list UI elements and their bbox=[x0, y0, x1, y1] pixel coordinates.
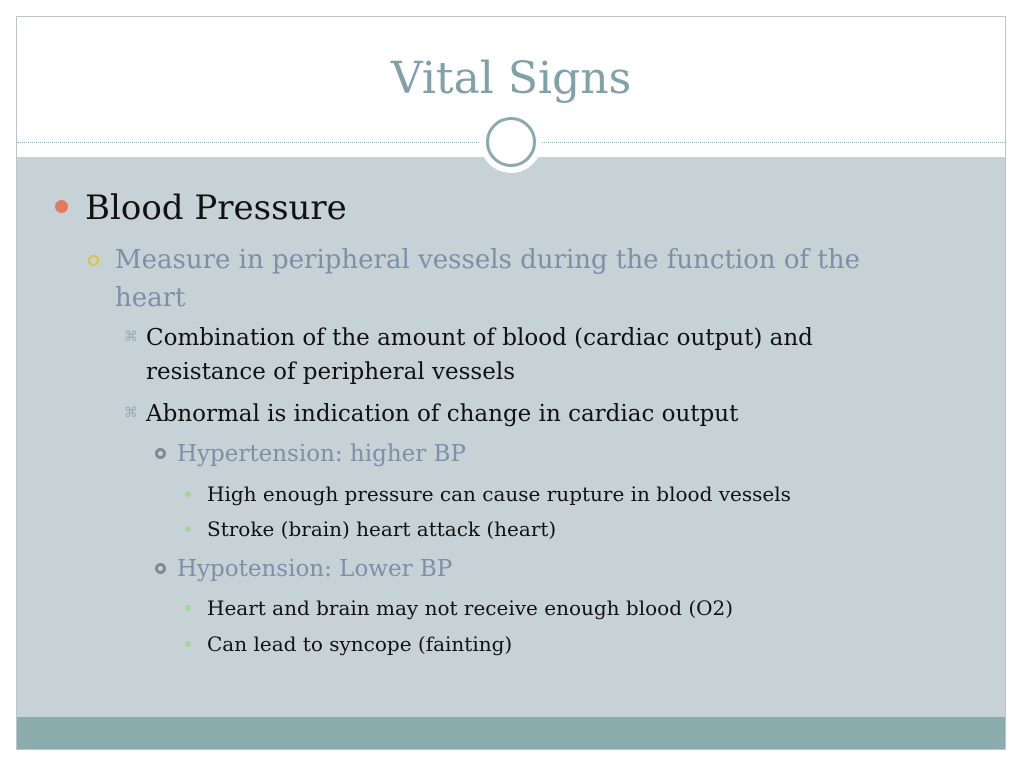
bullet-text: Heart and brain may not receive enough blood (O2) bbox=[207, 596, 734, 620]
footer-bar bbox=[17, 717, 1005, 750]
slide-title: Vital Signs bbox=[390, 53, 632, 104]
bullet-measure-peripheral-vessels bbox=[115, 241, 915, 317]
small-dot-icon bbox=[185, 491, 191, 497]
bullet-text: Stroke (brain) heart attack (heart) bbox=[207, 517, 557, 541]
bullet-text: Hypotension: Lower BP bbox=[177, 556, 453, 582]
bullet-text: Hypertension: higher BP bbox=[177, 441, 466, 467]
bullet-syncope bbox=[207, 627, 907, 661]
small-dot-icon bbox=[185, 526, 191, 532]
ring-icon bbox=[155, 563, 166, 574]
bullet-abnormal-indication bbox=[124, 397, 906, 431]
x-mark-icon: ⌘ bbox=[124, 329, 138, 345]
ring-icon bbox=[155, 448, 166, 459]
bullet-text: High enough pressure can cause rupture in blood vessels bbox=[207, 482, 791, 506]
bullet-text: Combination of the amount of blood (cardiac output) and resistance of peripheral vessels bbox=[146, 325, 813, 385]
ornament-ring bbox=[486, 117, 536, 167]
bullet-high-pressure-rupture bbox=[207, 477, 907, 511]
small-dot-icon bbox=[185, 605, 191, 611]
bullet-text: Abnormal is indication of change in cardiac output bbox=[146, 401, 739, 427]
x-mark-icon: ⌘ bbox=[124, 405, 138, 421]
bullet-text: Blood Pressure bbox=[85, 188, 347, 228]
bullet-hypotension bbox=[177, 552, 877, 586]
hollow-circle-icon bbox=[88, 255, 99, 266]
circle-ring-icon bbox=[480, 111, 542, 173]
bullet-text: Can lead to syncope (fainting) bbox=[207, 632, 513, 656]
small-dot-icon bbox=[185, 641, 191, 647]
bullet-stroke-heart-attack bbox=[207, 512, 907, 546]
filled-dot-icon bbox=[55, 200, 68, 213]
slide bbox=[16, 16, 1006, 750]
bullet-heart-brain-blood bbox=[207, 591, 907, 625]
bullet-hypertension bbox=[177, 437, 877, 471]
bullet-blood-pressure bbox=[85, 188, 347, 228]
bullet-combination-amount-blood bbox=[124, 321, 906, 389]
bullet-text: Measure in peripheral vessels during the function of the heart bbox=[115, 245, 860, 313]
